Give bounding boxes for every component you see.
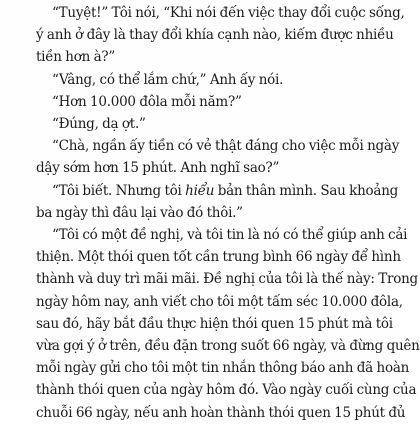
paragraph-1 [36, 2, 405, 69]
text-line: “Tuyệt!” Tôi nói, “Khi nói đến việc thay đổi cuộc sống, [52, 5, 405, 21]
text-segment: “Tôi biết. Nhưng tôi [52, 182, 186, 199]
text-line [36, 180, 399, 202]
text-line: thiện. Một thói quen tốt cần trung bình 66 ngày để hình [36, 249, 401, 266]
paragraph-2 [36, 69, 382, 91]
text-line: “Tôi có một đề nghị, và tôi tin là nó có thể giúp anh cải [52, 227, 408, 244]
text-line: “Chà, ngần ấy tiền có vẻ thật đáng cho việc mỗi ngày [52, 138, 400, 155]
text-line: dậy sớm hơn 15 phút. Anh nghĩ sao?” [36, 160, 280, 177]
text-line: ba ngày thì đâu lại vào đó thôi.” [36, 204, 243, 221]
text-line: “Hơn 10.000 đôla mỗi năm?” [52, 93, 242, 110]
paragraph-7 [36, 224, 420, 424]
text-line: thành và duy trì mãi mãi. Đề nghị của tôi là thế này: Trong [36, 271, 418, 288]
text-line: thành thói quen của ngày hôm đó. Vào ngày cuối cùng của [36, 382, 417, 399]
emphasis-word: hiểu [185, 182, 215, 199]
paragraph-6 [36, 180, 399, 224]
paragraph-3 [36, 91, 382, 113]
body-text [36, 2, 420, 424]
text-line: tiền hơn à?” [36, 49, 116, 66]
text-line: “Đúng, dạ ợt.” [52, 116, 146, 133]
text-line: chuỗi 66 ngày, nếu anh hoàn thành thói quen 15 phút đủ [36, 404, 406, 421]
paragraph-4 [36, 113, 382, 135]
text-line: “Vâng, có thể lắm chứ,” Anh ấy nói. [52, 71, 284, 88]
text-line: ý anh ở đây là thay đổi khía cạnh nào, kiếm được nhiều [36, 27, 394, 44]
text-line: sau đó, hãy bắt đầu thực hiện thói quen 15 phút mà tôi [36, 315, 393, 332]
text-line: vừa gợi ý ở trên, đều đặn trong suốt 66 ngày, và đừng quên [36, 338, 420, 355]
text-line: ngày hôm nay, anh viết cho tôi một tấm séc 10.000 đôla, [36, 293, 403, 310]
paragraph-5 [36, 135, 400, 179]
text-line: mỗi ngày gửi cho tôi một tin nhắn thông báo anh đã hoàn [36, 360, 410, 377]
text-segment: bản thân mình. Sau khoảng [214, 182, 399, 199]
